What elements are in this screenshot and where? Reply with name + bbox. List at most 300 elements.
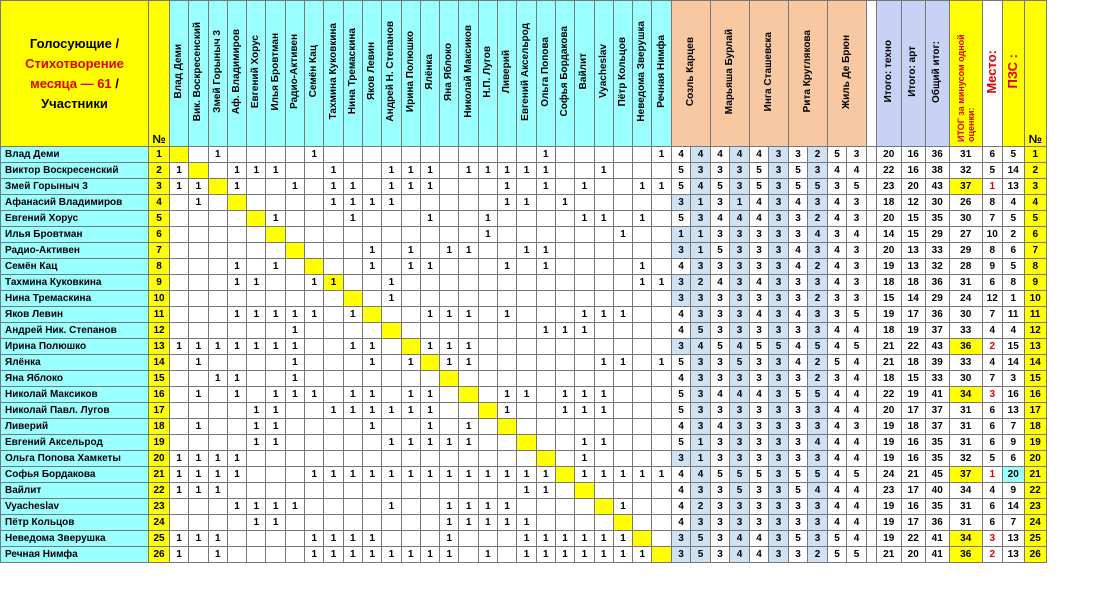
total-cell: 37 [925,403,949,419]
pzs-cell: 7 [1002,419,1024,435]
row-number-right: 26 [1024,547,1046,563]
total-cell: 18 [901,355,925,371]
vote-cell [227,227,246,243]
itog-cell: 34 [949,531,982,547]
total-cell: 32 [925,259,949,275]
vote-cell [440,259,459,275]
total-cell: 12 [901,195,925,211]
vote-cell [170,275,189,291]
vote-cell [382,355,401,371]
pzs-cell: 14 [1002,163,1024,179]
vote-cell [362,451,381,467]
vote-cell: 1 [478,547,497,563]
vote-cell [305,451,324,467]
vote-cell [266,531,285,547]
vote-cell: 1 [517,531,536,547]
vote-cell: 1 [227,307,246,323]
table-row [1,467,1047,483]
vote-cell: 1 [594,435,613,451]
vote-cell: 1 [517,163,536,179]
vote-cell [382,339,401,355]
table-row [1,451,1047,467]
judge-score: 3 [691,211,711,227]
vote-cell [478,243,497,259]
vote-cell [189,227,208,243]
judge-score: 3 [808,403,828,419]
vote-cell: 1 [285,499,304,515]
vote-cell [343,323,362,339]
vote-cell: 1 [420,403,439,419]
vote-cell [208,323,227,339]
vote-cell [324,371,343,387]
pzs-cell: 15 [1002,339,1024,355]
vote-cell [633,387,652,403]
vote-cell: 1 [633,467,652,483]
spacer-cell [866,147,876,163]
vote-cell: 1 [362,403,381,419]
vote-cell [170,403,189,419]
vote-cell [189,323,208,339]
vote-cell [517,323,536,339]
vote-cell [285,291,304,307]
vote-cell [343,435,362,451]
vote-cell: 1 [652,179,671,195]
row-name: Николай Павл. Лугов [1,403,149,419]
vote-cell [343,243,362,259]
vote-cell: 1 [517,387,536,403]
vote-cell [478,339,497,355]
vote-cell [498,147,517,163]
judge-score: 3 [847,195,867,211]
vote-cell [517,227,536,243]
vote-cell: 1 [613,227,632,243]
vote-cell: 1 [170,339,189,355]
vote-cell [208,211,227,227]
vote-cell [652,211,671,227]
itog-header [949,1,982,147]
vote-cell [227,323,246,339]
judge-score: 1 [691,227,711,243]
vote-cell [613,403,632,419]
pzs-cell: 4 [1002,323,1024,339]
judge-score: 4 [847,403,867,419]
row-number: 1 [149,147,170,163]
vote-cell [343,259,362,275]
vote-cell [459,387,478,403]
judge-score: 3 [710,227,730,243]
vote-cell [633,163,652,179]
total-cell: 19 [901,323,925,339]
row-number: 23 [149,499,170,515]
judge-score: 3 [730,515,750,531]
vote-cell: 1 [170,163,189,179]
vote-cell [343,451,362,467]
vote-cell [170,419,189,435]
vote-cell: 1 [420,435,439,451]
vote-cell [247,243,266,259]
vote-cell: 1 [459,243,478,259]
vote-cell [247,483,266,499]
judge-score: 4 [847,355,867,371]
judge-score: 3 [847,419,867,435]
judge-score: 3 [730,243,750,259]
row-number-right: 17 [1024,403,1046,419]
vote-cell [362,371,381,387]
participant-header [266,1,285,147]
total-cell: 15 [901,371,925,387]
total-cell: 36 [925,515,949,531]
total-cell: 36 [925,147,949,163]
judge-score: 5 [710,179,730,195]
vote-cell [189,435,208,451]
row-name: Ирина Полюшко [1,339,149,355]
vote-cell [362,211,381,227]
vote-cell: 1 [420,419,439,435]
vote-cell: 1 [189,483,208,499]
vote-cell: 1 [536,531,555,547]
vote-cell: 1 [227,467,246,483]
itog-cell: 31 [949,403,982,419]
spacer-cell [866,323,876,339]
vote-cell [555,371,574,387]
vote-cell [613,339,632,355]
itog-cell: 24 [949,291,982,307]
participant-name: Аф. Владимиров [231,28,243,115]
judge-score: 3 [788,499,808,515]
vote-cell: 1 [189,531,208,547]
vote-cell [189,403,208,419]
vote-cell [420,531,439,547]
vote-cell [401,275,420,291]
judge-header [827,1,866,147]
vote-cell: 1 [247,275,266,291]
vote-cell: 1 [208,483,227,499]
row-number: 3 [149,179,170,195]
vote-cell: 1 [227,499,246,515]
judge-score: 3 [847,275,867,291]
vote-cell [555,355,574,371]
judge-score: 5 [788,179,808,195]
vote-cell [633,483,652,499]
row-name: Ялёнка [1,355,149,371]
vote-cell [536,387,555,403]
judge-score: 3 [710,531,730,547]
vote-cell: 1 [401,547,420,563]
total-cell: 45 [925,467,949,483]
vote-cell [266,355,285,371]
row-number: 12 [149,323,170,339]
vote-cell [305,227,324,243]
vote-cell [401,323,420,339]
vote-cell [478,435,497,451]
vote-cell [343,371,362,387]
vote-cell [633,435,652,451]
vote-cell: 1 [189,195,208,211]
vote-cell: 1 [536,163,555,179]
judge-score: 4 [827,195,847,211]
vote-cell [498,451,517,467]
vote-cell: 1 [498,467,517,483]
judge-score: 4 [671,323,691,339]
judge-score: 4 [710,387,730,403]
vote-cell: 1 [401,243,420,259]
vote-cell: 1 [227,451,246,467]
judge-score: 2 [808,211,828,227]
judge-score: 5 [691,323,711,339]
vote-cell: 1 [594,547,613,563]
spacer-cell [866,307,876,323]
vote-cell: 1 [285,307,304,323]
judge-score: 4 [749,275,769,291]
vote-cell [343,355,362,371]
judge-score: 3 [671,531,691,547]
vote-cell [420,275,439,291]
vote-cell [305,179,324,195]
vote-cell: 1 [227,179,246,195]
vote-cell [633,531,652,547]
judge-score: 3 [710,323,730,339]
mesto-cell: 6 [982,499,1002,515]
vote-cell [285,467,304,483]
corner-line3: месяца — 61 [30,75,112,91]
vote-cell [208,307,227,323]
judge-score: 3 [847,211,867,227]
row-number-right: 21 [1024,467,1046,483]
vote-cell [420,291,439,307]
row-name: Семён Кац [1,259,149,275]
vote-cell [555,179,574,195]
judge-score: 4 [827,211,847,227]
vote-cell [517,307,536,323]
vote-cell: 1 [343,339,362,355]
judge-score: 3 [808,323,828,339]
table-row [1,355,1047,371]
vote-cell [478,179,497,195]
pzs-cell: 13 [1002,547,1024,563]
vote-cell [498,275,517,291]
vote-cell [633,451,652,467]
vote-cell: 1 [401,259,420,275]
total-cell: 41 [925,387,949,403]
vote-cell: 1 [594,403,613,419]
spacer-cell [866,403,876,419]
judge-score: 4 [847,371,867,387]
vote-cell [575,243,594,259]
vote-cell [208,435,227,451]
judge-score: 3 [710,435,730,451]
vote-cell [478,403,497,419]
judge-score: 3 [769,147,789,163]
participant-name: Речная Нимфа [655,35,667,108]
table-row [1,483,1047,499]
participant-name: Влад Деми [173,44,185,99]
vote-cell [285,435,304,451]
vote-cell [652,195,671,211]
vote-cell: 1 [266,259,285,275]
vote-cell: 1 [420,259,439,275]
row-number: 6 [149,227,170,243]
spacer-cell [866,243,876,259]
vote-cell [382,515,401,531]
total-cell: 36 [925,275,949,291]
total-cell: 37 [925,419,949,435]
vote-cell: 1 [362,339,381,355]
vote-cell [247,387,266,403]
judge-score: 3 [769,323,789,339]
vote-cell [227,547,246,563]
total-cell: 38 [925,163,949,179]
vote-cell [555,451,574,467]
vote-cell [613,371,632,387]
vote-cell: 1 [633,211,652,227]
judge-header [788,1,827,147]
row-name: Яна Яблоко [1,371,149,387]
row-name: Влад Деми [1,147,149,163]
vote-cell [362,275,381,291]
judge-score: 3 [769,179,789,195]
judge-score: 4 [749,547,769,563]
vote-cell [594,195,613,211]
row-name: Радио-Активен [1,243,149,259]
judge-score: 4 [730,531,750,547]
vote-cell [305,243,324,259]
judge-score: 3 [730,307,750,323]
judge-score: 3 [827,227,847,243]
corner-title [1,1,149,147]
vote-cell [285,403,304,419]
judge-score: 5 [749,339,769,355]
vote-cell [652,419,671,435]
vote-cell [555,467,574,483]
total-cell: 22 [876,387,901,403]
total-cell: 15 [876,291,901,307]
vote-cell [285,547,304,563]
judge-header [710,1,749,147]
participant-header [247,1,266,147]
judge-score: 4 [847,387,867,403]
total-cell: 37 [925,323,949,339]
row-name: Илья Бровтман [1,227,149,243]
total-cell: 18 [901,275,925,291]
judge-score: 3 [730,371,750,387]
vote-cell: 1 [362,195,381,211]
judge-score: 3 [788,403,808,419]
mesto-cell: 5 [982,451,1002,467]
pzs-header-label: ПЗС : [1005,54,1021,89]
vote-cell [170,435,189,451]
judge-score: 3 [749,259,769,275]
judge-score: 5 [691,531,711,547]
judge-score: 3 [710,259,730,275]
vote-cell [420,499,439,515]
vote-cell [170,307,189,323]
judge-score: 3 [749,227,769,243]
vote-cell [517,147,536,163]
header-row [1,1,1047,147]
judge-score: 3 [788,419,808,435]
vote-cell [498,339,517,355]
vote-cell [555,147,574,163]
vote-cell: 1 [285,387,304,403]
vote-cell [613,419,632,435]
judge-score: 5 [671,211,691,227]
vote-cell [227,291,246,307]
itog-cell: 31 [949,419,982,435]
row-number-right: 20 [1024,451,1046,467]
vote-cell: 1 [575,307,594,323]
vote-cell [633,515,652,531]
vote-cell [247,467,266,483]
judge-score: 3 [710,499,730,515]
vote-cell [324,259,343,275]
judge-score: 3 [808,275,828,291]
vote-cell [652,483,671,499]
vote-cell: 1 [208,339,227,355]
vote-cell [305,435,324,451]
vote-cell: 1 [555,531,574,547]
judge-score: 3 [847,259,867,275]
vote-cell [343,275,362,291]
judge-score: 3 [749,403,769,419]
mesto-cell: 6 [982,515,1002,531]
vote-cell [208,403,227,419]
itog-cell: 31 [949,147,982,163]
vote-cell [478,147,497,163]
mesto-cell: 6 [982,435,1002,451]
vote-cell [440,179,459,195]
participant-header [555,1,574,147]
vote-cell [633,291,652,307]
judge-score: 4 [827,451,847,467]
vote-cell: 1 [324,195,343,211]
corner-line2: Стихотворение [25,55,124,71]
vote-cell [478,355,497,371]
vote-cell: 1 [266,419,285,435]
total-cell: 21 [876,547,901,563]
judge-score: 5 [749,163,769,179]
vote-cell [459,483,478,499]
vote-cell [247,179,266,195]
vote-cell [208,195,227,211]
total-cell: 17 [901,307,925,323]
spacer-cell [866,227,876,243]
vote-cell [343,147,362,163]
vote-cell: 1 [440,339,459,355]
participant-header [575,1,594,147]
vote-cell [343,499,362,515]
spacer-cell [866,339,876,355]
judge-name: Жиль Де Брюн [840,34,852,109]
vote-cell [170,515,189,531]
itog-cell: 32 [949,451,982,467]
vote-cell: 1 [189,419,208,435]
row-number: 26 [149,547,170,563]
vote-cell: 1 [536,259,555,275]
total-cell: 13 [901,243,925,259]
vote-cell: 1 [266,339,285,355]
vote-cell [285,211,304,227]
vote-cell: 1 [555,323,574,339]
judge-score: 3 [808,195,828,211]
vote-cell: 1 [401,467,420,483]
vote-cell [362,483,381,499]
row-name: Софья Бордакова [1,467,149,483]
vote-cell: 1 [382,163,401,179]
judge-score: 3 [769,275,789,291]
vote-cell [170,211,189,227]
vote-cell [478,451,497,467]
total-cell: 39 [925,355,949,371]
